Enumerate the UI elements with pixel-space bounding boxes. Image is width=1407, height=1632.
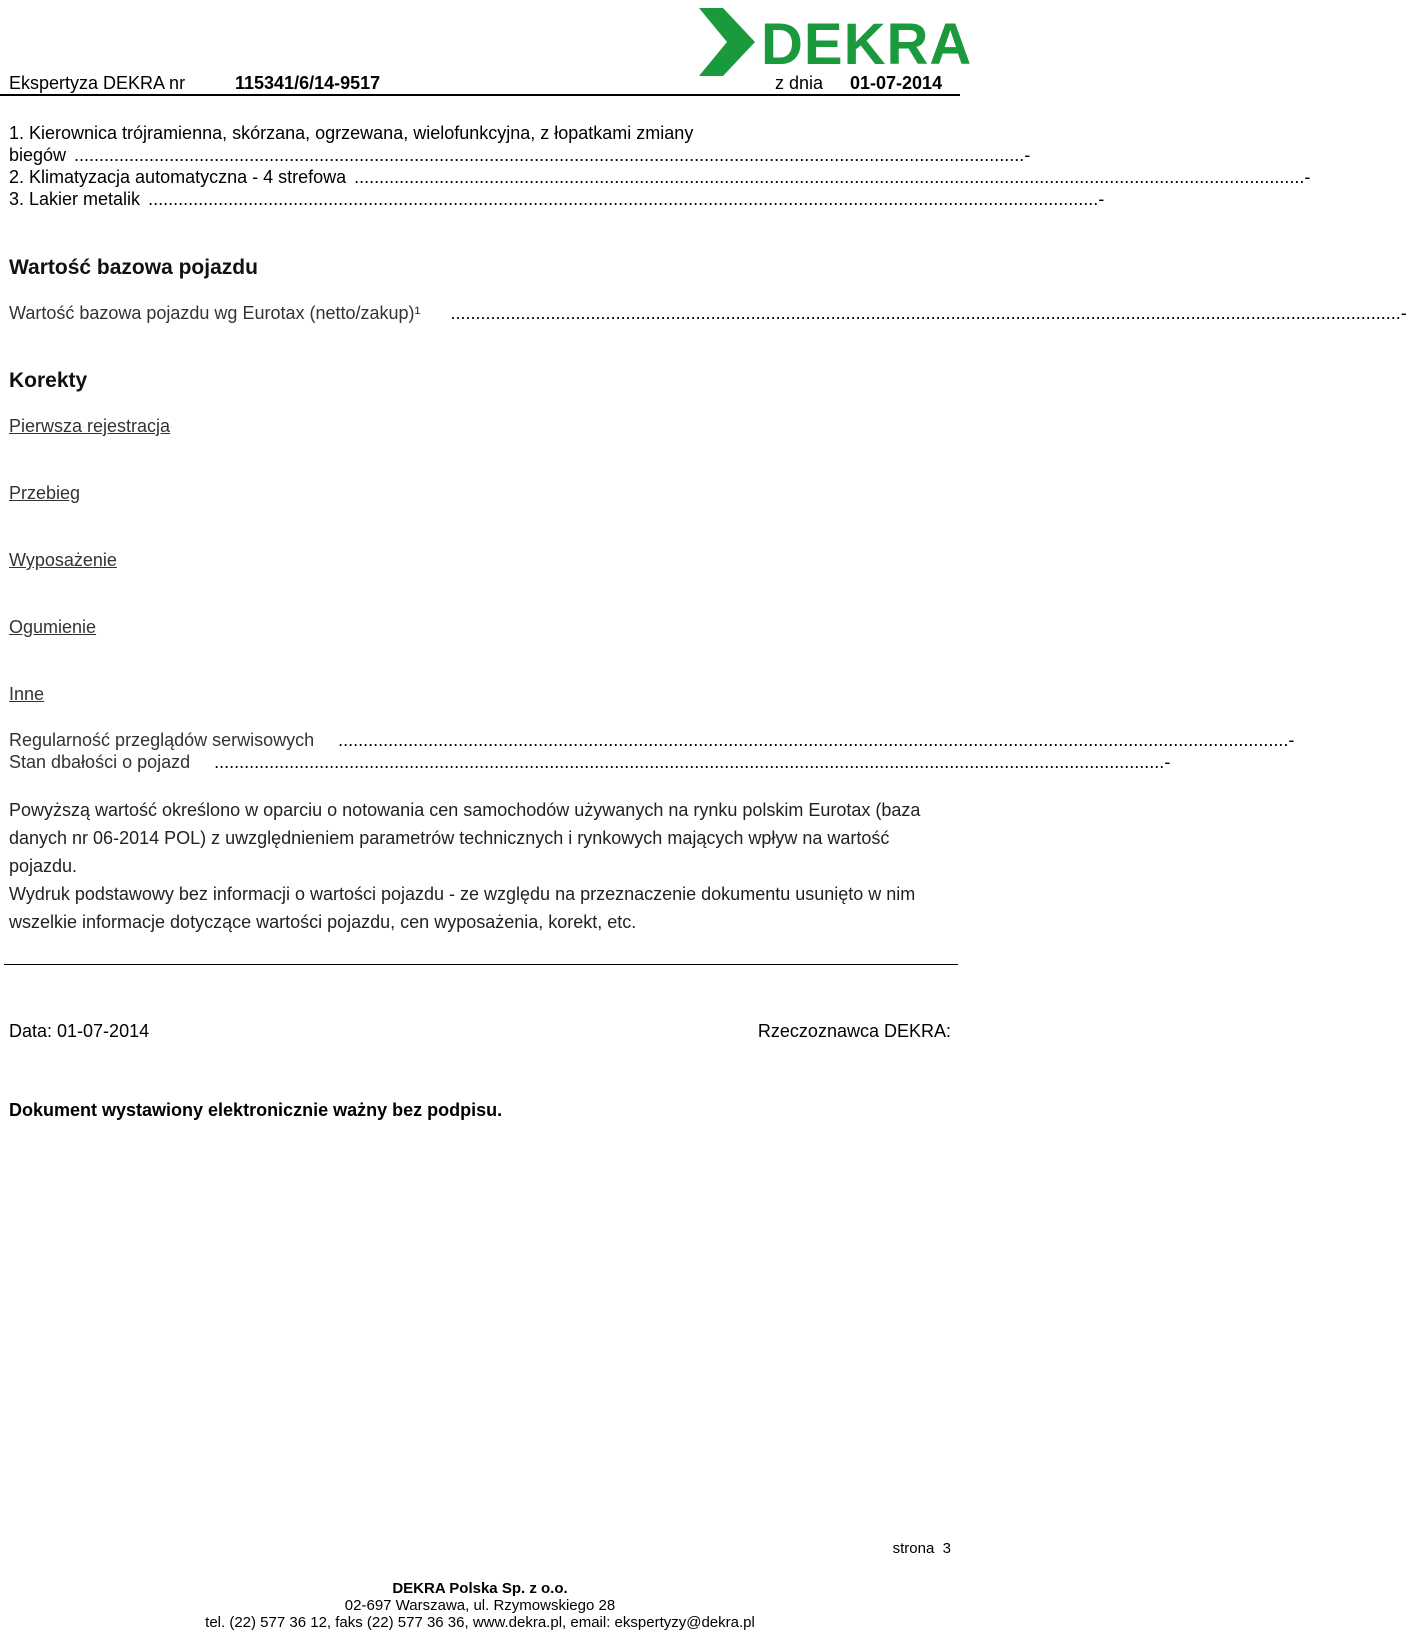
base-value-label: Wartość bazowa pojazdu wg Eurotax (netto/zakup)¹	[9, 303, 421, 323]
dekra-logo	[697, 6, 973, 78]
report-label: Ekspertyza DEKRA nr	[9, 73, 186, 93]
base-value-heading: Wartość bazowa pojazdu	[9, 256, 258, 279]
corrections-heading: Korekty	[9, 369, 88, 392]
footer-company: DEKRA Polska Sp. z o.o.	[392, 1580, 568, 1597]
valuation-note: Powyższą wartość określono w oparciu o notowania cen samochodów używanych na rynku polskim Eurotax (baza danych nr 06-2014 POL) z uwzględnieniem parametrów technicznych i rynkowych mających wpływ na wartość pojazdu.	[9, 800, 921, 876]
dot-leader: ..............................................................................................................................................................................................	[214, 752, 1165, 772]
dot-leader: ..............................................................................................................................................................................................	[148, 189, 1099, 209]
header-rule	[0, 94, 960, 96]
correction-first-registration: Pierwsza rejestracja	[9, 416, 171, 436]
page-label: strona	[892, 1540, 935, 1557]
correction-mileage: Przebieg	[9, 483, 81, 503]
care-condition-line	[9, 751, 1171, 773]
report-number: 115341/6/14-9517	[235, 73, 381, 93]
dot-leader: ..............................................................................................................................................................................................	[450, 303, 1401, 323]
logo-text: DEKRA	[761, 12, 973, 77]
separator	[4, 964, 958, 965]
equipment-line-3	[9, 188, 1105, 210]
footer-address: 02-697 Warszawa, ul. Rzymowskiego 28	[344, 1597, 616, 1614]
equipment-line-2	[9, 166, 1311, 188]
care-condition-label: Stan dbałości o pojazd	[9, 752, 191, 772]
dot-leader: ..............................................................................................................................................................................................	[354, 167, 1305, 187]
page-number-value: 3	[942, 1540, 951, 1557]
correction-tyres: Ogumienie	[9, 617, 97, 637]
correction-equipment: Wyposażenie	[9, 550, 117, 570]
equipment-line-1-cont	[9, 144, 1031, 166]
base-value-value: -	[1400, 303, 1407, 323]
equipment-line-1-value: -	[1024, 145, 1031, 165]
service-regularity-label: Regularność przeglądów serwisowych	[9, 730, 315, 750]
base-value-line	[9, 302, 1407, 324]
equipment-line-3-label: 3. Lakier metalik	[9, 189, 141, 209]
dot-leader: ..............................................................................................................................................................................................	[74, 145, 1025, 165]
page-number	[893, 1540, 951, 1557]
equipment-line-1-cont-label: biegów	[9, 145, 67, 165]
equipment-line-2-label: 2. Klimatyzacja automatyczna - 4 strefowa	[9, 167, 347, 187]
electronic-note: Dokument wystawiony elektronicznie ważny bez podpisu.	[9, 1100, 503, 1120]
equipment-line-3-value: -	[1098, 189, 1105, 209]
signature-date: Data: 01-07-2014	[9, 1021, 150, 1041]
service-regularity-value: -	[1288, 730, 1295, 750]
care-condition-value: -	[1164, 752, 1171, 772]
print-note: Wydruk podstawowy bez informacji o wartości pojazdu - ze względu na przeznaczenie dokumentu usunięto w nim wszelkie informacje dotyczące wartości pojazdu, cen wyposażenia, korekt, etc.	[9, 884, 916, 932]
equipment-line-1: 1. Kierownica trójramienna, skórzana, ogrzewana, wielofunkcyjna, z łopatkami zmiany	[9, 123, 694, 143]
dot-leader: ..............................................................................................................................................................................................	[338, 730, 1289, 750]
correction-other: Inne	[9, 684, 45, 704]
date-label: z dnia	[775, 73, 824, 93]
footer-contact: tel. (22) 577 36 12, faks (22) 577 36 36, www.dekra.pl, email: ekspertyzy@dekra.pl	[205, 1614, 755, 1631]
service-regularity-line	[9, 729, 1295, 751]
report-date: 01-07-2014	[850, 73, 943, 93]
expert-label: Rzeczoznawca DEKRA:	[757, 1021, 951, 1041]
equipment-line-2-value: -	[1304, 167, 1311, 187]
